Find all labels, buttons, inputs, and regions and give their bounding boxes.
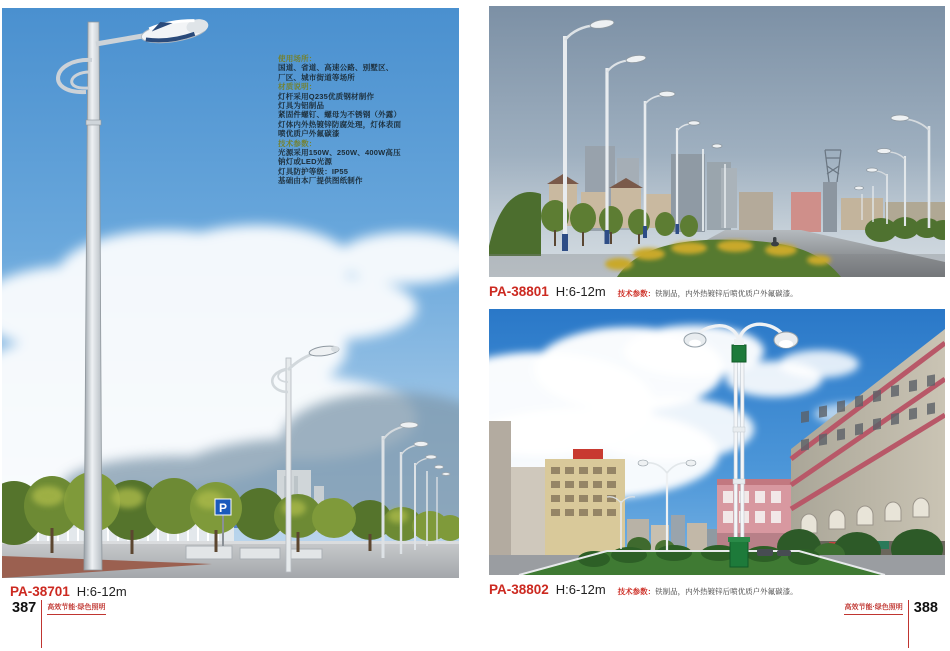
footer-divider-line — [41, 600, 42, 648]
caption-pa-38802 — [489, 581, 798, 599]
spec-line: 灯杆采用Q235优质钢材制作 — [278, 91, 375, 101]
photo-pa-38802 — [489, 309, 945, 575]
tech-params-note: 铁制品，内外热镀锌后喷优质户外氟碳漆。 — [655, 289, 798, 298]
town-street-photo-illustration — [489, 309, 945, 575]
tech-params-note: 铁制品，内外热镀锌后喷优质户外氟碳漆。 — [655, 587, 798, 596]
tech-params-label: 技术参数： — [617, 587, 656, 596]
spec-section-header: 材质说明： — [278, 82, 317, 92]
product-height: H:6-12m — [555, 284, 606, 299]
footer-slogan: 高效节能·绿色照明 — [47, 603, 105, 615]
spec-line: 紧固件螺钉、螺母为不锈钢（外露） — [278, 110, 402, 120]
spec-text-block — [278, 54, 428, 186]
spec-line: 光源采用150W、250W、400W高压 — [278, 148, 401, 158]
footer-slogan: 高效节能·绿色照明 — [844, 603, 902, 615]
svg-text:P: P — [218, 501, 228, 515]
footer-left — [12, 600, 106, 648]
product-code: PA-38701 — [10, 584, 70, 599]
caption-pa-38701 — [10, 583, 127, 601]
product-height: H:6-12m — [76, 584, 127, 599]
spec-line: 国道、省道、高速公路、别墅区、 — [278, 63, 394, 73]
footer-divider-line — [908, 600, 909, 648]
page-number-left: 387 — [12, 600, 37, 616]
spec-line: 基础由本厂提供图纸制作 — [278, 176, 363, 186]
product-code: PA-38801 — [489, 284, 549, 299]
caption-pa-38801 — [489, 283, 798, 301]
page-number-right: 388 — [913, 600, 938, 616]
photo-pa-38801 — [489, 6, 945, 277]
tech-params-label: 技术参数： — [617, 289, 656, 298]
spec-line: 钠灯或LED光源 — [278, 157, 333, 167]
footer-right — [844, 600, 938, 648]
spec-line: 灯体内外热镀锌防腐处理，灯体表面 — [278, 119, 402, 129]
spec-line: 灯具防护等级：IP55 — [278, 166, 349, 176]
product-code: PA-38802 — [489, 582, 549, 597]
spec-line: 喷优质户外氟碳漆 — [278, 129, 340, 139]
product-height: H:6-12m — [555, 582, 606, 597]
spec-line: 灯具为铝制品 — [278, 101, 325, 111]
spec-section-header: 技术参数： — [278, 138, 317, 148]
spec-section-header: 使用场所： — [278, 54, 317, 63]
avenue-photo-illustration — [489, 6, 945, 277]
spec-line: 厂区、城市街道等场所 — [278, 72, 355, 82]
